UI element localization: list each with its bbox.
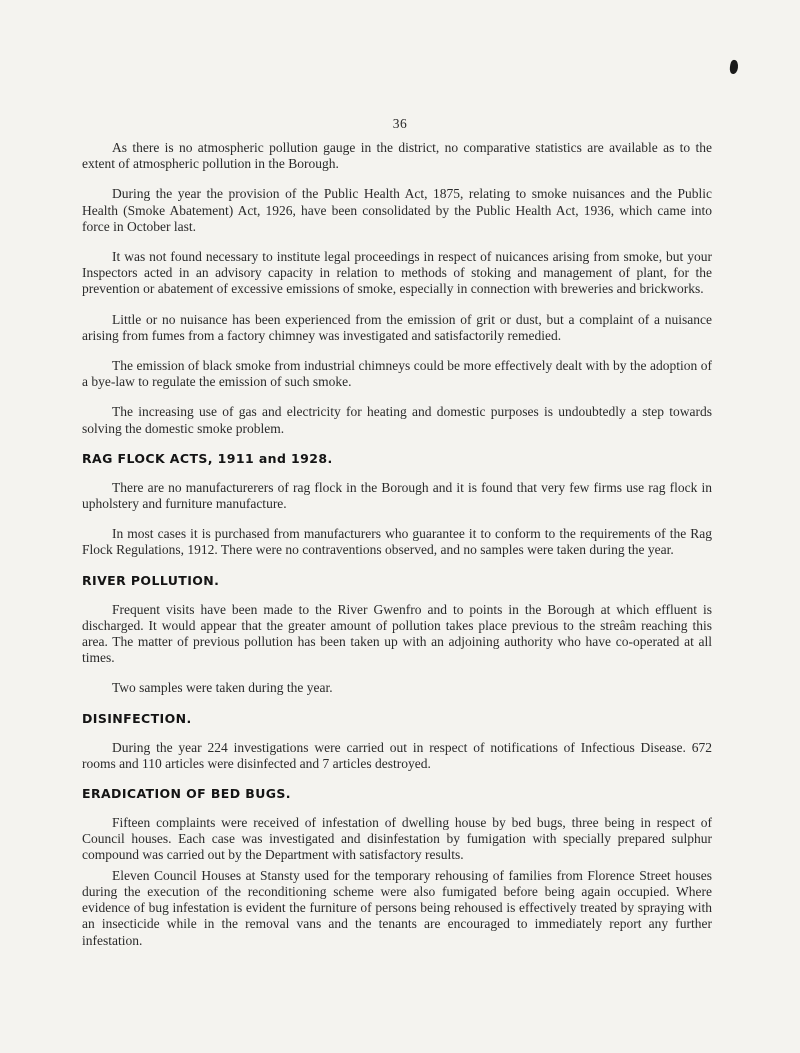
paragraph: Eleven Council Houses at Stansty used for the temporary rehousing of families from Florence Street houses during the execution of the reconditioning scheme were also fumigated before being again occupied. Where evidence of bug infestation is evident the furniture of persons being rehoused is effectively treated by spraying with an insecticide while in the removal vans and the tenants are encouraged to immediately report any further infestation. — [82, 867, 712, 948]
paragraph: During the year the provision of the Public Health Act, 1875, relating to smoke nuisances and the Public Health (Smoke Abatement) Act, 1926, have been consolidated by the Public Health Act, 1936, which came into force in October last. — [82, 186, 712, 234]
section-rag-flock — [82, 451, 712, 559]
section-disinfection — [82, 711, 712, 772]
paragraph: As there is no atmospheric pollution gauge in the district, no comparative statistics are available as to the extent of atmospheric pollution in the Borough. — [82, 140, 712, 172]
paragraph: During the year 224 investigations were carried out in respect of notifications of Infectious Disease. 672 rooms and 110 articles were disinfected and 7 articles destroyed. — [82, 739, 712, 771]
section-heading: ERADICATION OF BED BUGS. — [82, 786, 291, 802]
section-atmospheric-pollution — [82, 140, 712, 437]
paragraph: The increasing use of gas and electricity for heating and domestic purposes is undoubtedly a step towards solving the domestic smoke problem. — [82, 404, 712, 436]
section-heading: DISINFECTION. — [82, 710, 192, 726]
section-bed-bugs — [82, 786, 712, 949]
section-heading: RIVER POLLUTION. — [82, 572, 220, 588]
paragraph: Fifteen complaints were received of infestation of dwelling house by bed bugs, three being in respect of Council houses. Each case was investigated and disinfestation by fumigation with specially prepared sulphur compound was carried out by the Department with satisfactory results. — [82, 815, 712, 863]
paragraph: In most cases it is purchased from manufacturers who guarantee it to conform to the requirements of the Rag Flock Regulations, 1912. There were no contraventions observed, and no samples were taken during the year. — [82, 526, 712, 558]
document-body — [82, 140, 712, 963]
paragraph: Two samples were taken during the year. — [112, 680, 333, 696]
page-number: 36 — [392, 116, 408, 131]
paragraph: Little or no nuisance has been experienced from the emission of grit or dust, but a complaint of a nuisance arising from fumes from a factory chimney was investigated and satisfactorily remedied. — [82, 311, 712, 343]
paragraph: It was not found necessary to institute legal proceedings in respect of nuicances arising from smoke, but your Inspectors acted in an advisory capacity in relation to methods of stoking and management of plant, for the prevention or abatement of excessive emissions of smoke, especially in connection with breweries and brickworks. — [82, 249, 712, 297]
paragraph: There are no manufacturerers of rag flock in the Borough and it is found that very few firms use rag flock in upholstery and furniture manufacture. — [82, 479, 712, 512]
section-heading: RAG FLOCK ACTS, 1911 and 1928. — [82, 450, 333, 466]
paragraph: Frequent visits have been made to the River Gwenfro and to points in the Borough at which effluent is discharged. It would appear that the greater amount of pollution takes place previous to the streâm reaching this area. The matter of previous pollution has been taken up with an adjoining authority who have co-operated at all times. — [82, 601, 712, 666]
ink-blot-mark — [729, 60, 739, 75]
section-river-pollution — [82, 573, 712, 697]
paragraph: The emission of black smoke from industrial chimneys could be more effectively dealt with by the adoption of a bye-law to regulate the emission of such smoke. — [82, 358, 712, 390]
